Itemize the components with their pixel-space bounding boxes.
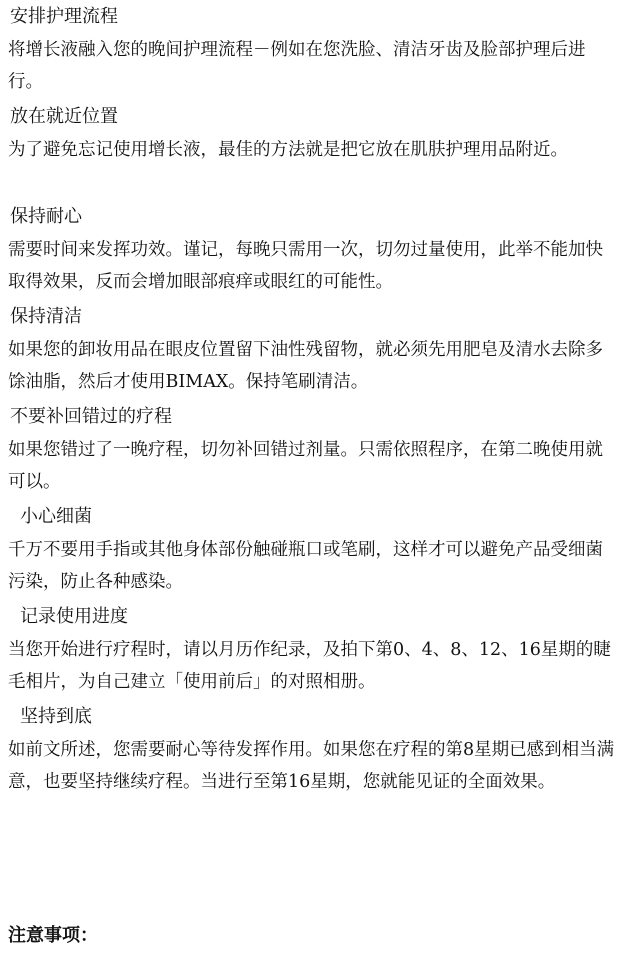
section-heading: 坚持到底 [20, 706, 92, 727]
section-heading: 放在就近位置 [10, 106, 118, 127]
section-body: 如果您的卸妆用品在眼皮位置留下油性残留物，就必须先用肥皂及清水去除多馀油脂，然后才使用BIMAX。保持笔刷清洁。 [8, 340, 603, 392]
section-body: 千万不要用手指或其他身体部份触碰瓶口或笔刷，这样才可以避免产品受细菌污染，防止各种感染。 [8, 540, 603, 592]
section-placement [0, 100, 620, 200]
section-persistence [0, 700, 620, 832]
notes-title: 注意事项： [8, 925, 98, 946]
section-progress-log [0, 600, 620, 700]
section-body: 如前文所述，您需要耐心等待发挥作用。如果您在疗程的第8星期已感到相当满意，也要坚持继续疗程。当进行至第16星期，您就能见证的全面效果。 [8, 740, 615, 792]
section-cleanliness [0, 300, 620, 400]
section-heading: 记录使用进度 [20, 606, 128, 627]
section-body: 为了避免忘记使用增长液，最佳的方法就是把它放在肌肤护理用品附近。 [8, 140, 568, 160]
section-routine [0, 0, 620, 100]
section-body: 如果您错过了一晚疗程，切勿补回错过剂量。只需依照程序，在第二晚使用就可以。 [8, 440, 603, 492]
section-body: 将增长液融入您的晚间护理流程－例如在您洗脸、清洁牙齿及脸部护理后进行。 [8, 40, 586, 92]
section-heading: 不要补回错过的疗程 [10, 406, 172, 427]
section-body: 需要时间来发挥功效。谨记，每晚只需用一次，切勿过量使用，此举不能加快取得效果，反而会增加眼部痕痒或眼红的可能性。 [8, 240, 603, 292]
section-heading: 保持清洁 [10, 306, 82, 327]
section-body: 当您开始进行疗程时，请以月历作纪录，及拍下第0、4、8、12、16星期的睫毛相片，为自己建立「使用前后」的对照相册。 [8, 640, 611, 692]
section-patience [0, 200, 620, 300]
section-missed-dose [0, 400, 620, 500]
section-heading: 保持耐心 [10, 206, 82, 227]
section-heading: 小心细菌 [20, 506, 92, 527]
section-heading: 安排护理流程 [10, 6, 118, 27]
section-bacteria [0, 500, 620, 600]
